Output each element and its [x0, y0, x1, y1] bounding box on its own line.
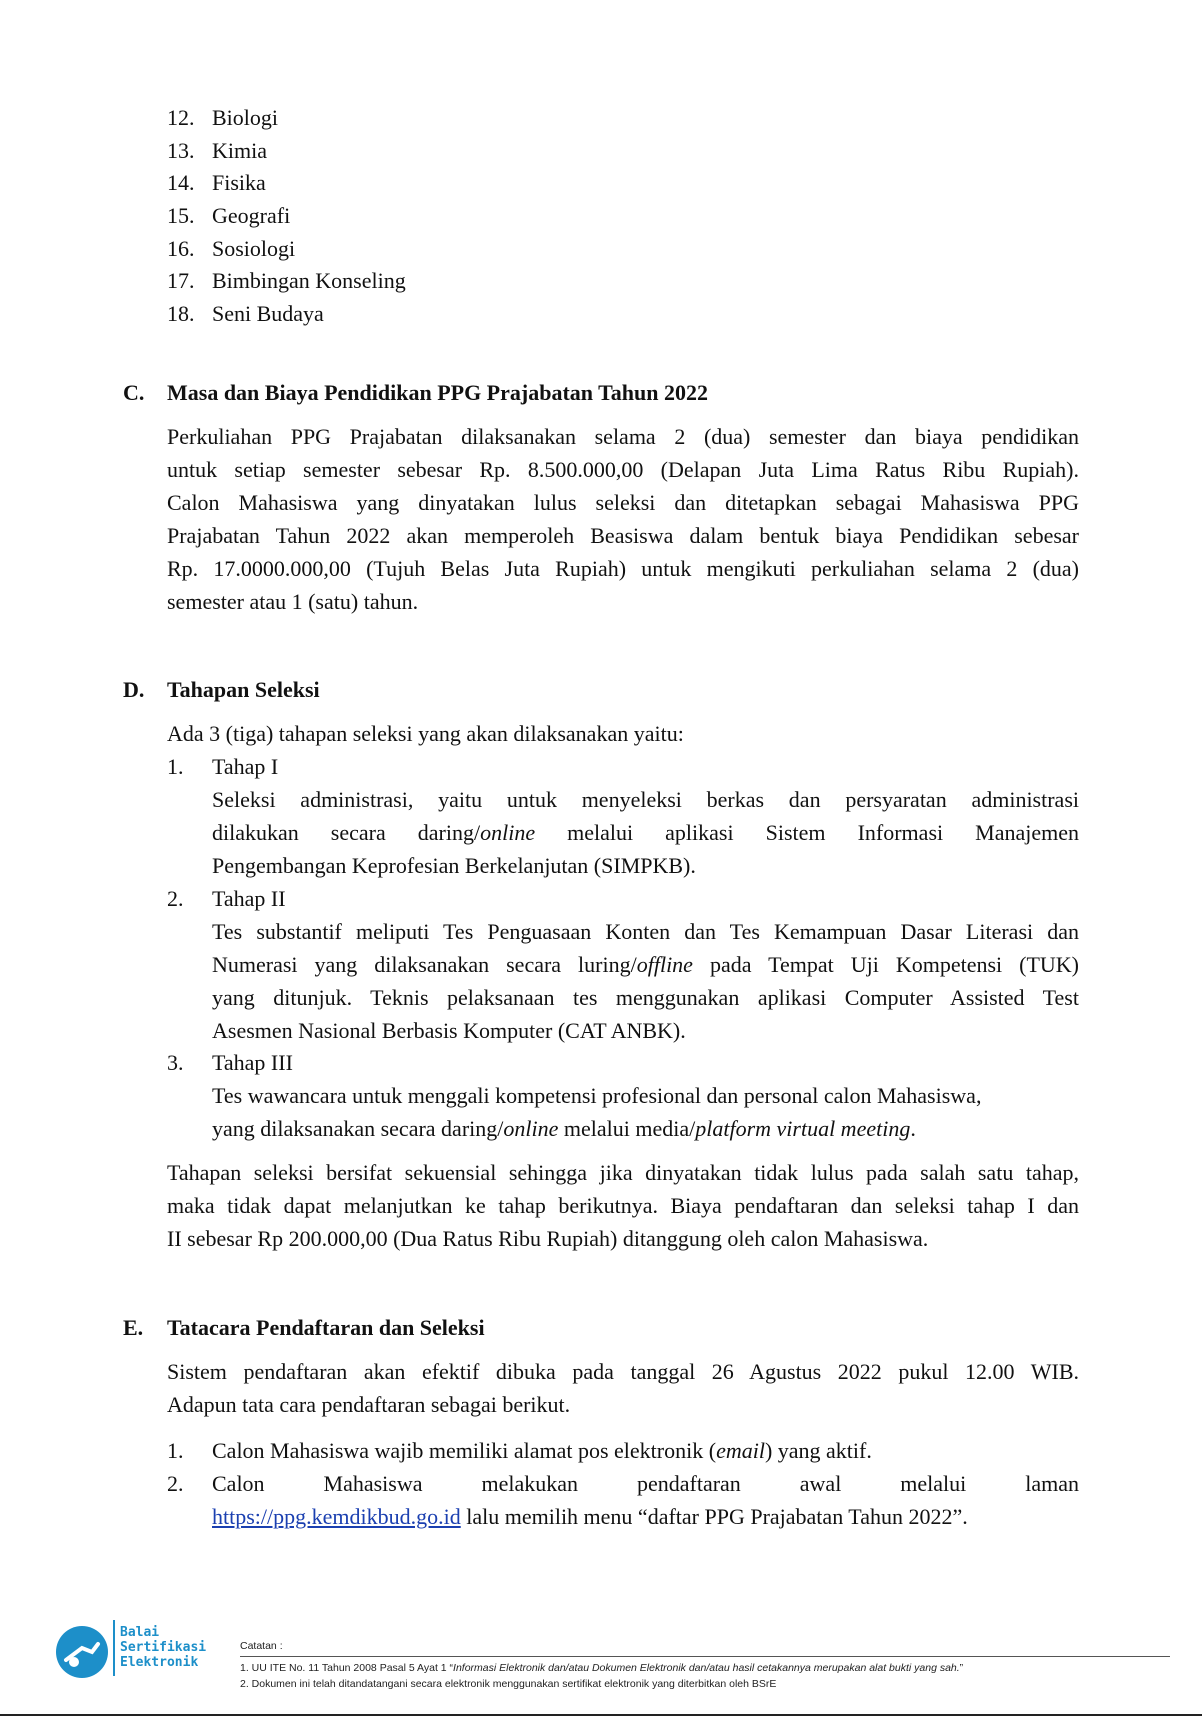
list-number: 2. [167, 1471, 184, 1496]
page-bottom-rule [0, 1714, 1202, 1716]
paragraph-line: Asesmen Nasional Berbasis Komputer (CAT ANBK). [212, 1018, 686, 1043]
logo-text: Balai [120, 1625, 160, 1640]
stage-title: Tahap III [212, 1050, 293, 1075]
bsre-logo-icon [52, 1622, 112, 1682]
registration-link[interactable]: https://ppg.kemdikbud.go.id [212, 1504, 461, 1529]
paragraph-line: Tes wawancara untuk menggali kompetensi profesional dan personal calon Mahasiswa, [212, 1083, 982, 1108]
paragraph-line: Adapun tata cara pendaftaran sebagai berikut. [167, 1392, 571, 1417]
section-c-title: Masa dan Biaya Pendidikan PPG Prajabatan Tahun 2022 [167, 380, 708, 405]
paragraph-line: Calon Mahasiswa melakukan pendaftaran awal melalui laman [212, 1471, 1079, 1496]
footer-note-title: Catatan : [240, 1640, 283, 1652]
logo-divider [113, 1620, 115, 1676]
list-number: 14. [167, 170, 195, 195]
list-item: Sosiologi [212, 236, 296, 261]
stage-number: 2. [167, 886, 184, 911]
section-d-title: Tahapan Seleksi [167, 677, 320, 702]
section-d-letter: D. [123, 677, 145, 702]
section-e-letter: E. [123, 1315, 144, 1340]
list-number: 18. [167, 301, 195, 326]
list-item: Fisika [212, 170, 266, 195]
logo-text: Elektronik [120, 1655, 199, 1670]
paragraph-line [212, 1112, 1079, 1145]
footer-note-1 [240, 1662, 963, 1674]
list-number: 13. [167, 138, 195, 163]
list-number: 1. [167, 1438, 184, 1463]
stage-number: 1. [167, 754, 184, 779]
footer-divider [240, 1656, 1170, 1657]
line-text: Numerasi yang dilaksanakan secara luring/offline pada Tempat Uji Kompetensi (TUK) [212, 952, 1080, 977]
stage-1-description [212, 783, 1079, 882]
note-text: ” [959, 1662, 964, 1674]
paragraph-line: untuk setiap semester sebesar Rp. 8.500.000,00 (Delapan Juta Lima Ratus Ribu Rupiah). [167, 457, 1079, 482]
list-item: Kimia [212, 138, 267, 163]
registration-step-1 [212, 1434, 872, 1467]
line-text [212, 1504, 968, 1529]
stage-title: Tahap II [212, 886, 286, 911]
stage-title: Tahap I [212, 754, 279, 779]
paragraph-line [212, 948, 1079, 981]
list-item: Bimbingan Konseling [212, 268, 406, 293]
list-number: 17. [167, 268, 195, 293]
registration-step-2 [212, 1467, 1079, 1533]
footer-note-2: 2. Dokumen ini telah ditandatangani secara elektronik menggunakan sertifikat elektronik yang diterbitkan oleh BSrE [240, 1678, 777, 1690]
section-d-intro: Ada 3 (tiga) tahapan seleksi yang akan dilaksanakan yaitu: [167, 721, 684, 746]
list-number: 15. [167, 203, 195, 228]
stage-number: 3. [167, 1050, 184, 1075]
list-item: Geografi [212, 203, 291, 228]
paragraph-line: Sistem pendaftaran akan efektif dibuka pada tanggal 26 Agustus 2022 pukul 12.00 WIB. [167, 1359, 1079, 1384]
note-italic: Informasi Elektronik dan/atau Dokumen Elektronik dan/atau hasil cetakannya merupakan alat bukti yang sah. [453, 1662, 960, 1674]
paragraph-line: II sebesar Rp 200.000,00 (Dua Ratus Ribu Rupiah) ditanggung oleh calon Mahasiswa. [167, 1226, 929, 1251]
line-text: yang dilaksanakan secara daring/online melalui media/platform virtual meeting. [212, 1116, 916, 1141]
step-text: lalu memilih menu “daftar PPG Prajabatan Tahun 2022”. [460, 1504, 968, 1529]
list-item: Seni Budaya [212, 301, 324, 326]
paragraph-line: Pengembangan Keprofesian Berkelanjutan (SIMPKB). [212, 853, 696, 878]
paragraph-line: Tahapan seleksi bersifat sekuensial sehingga jika dinyatakan tidak lulus pada salah satu tahap, [167, 1160, 1079, 1185]
list-item: Biologi [212, 105, 279, 130]
paragraph-line [212, 1500, 1079, 1533]
line-text: dilakukan secara daring/online melalui aplikasi Sistem Informasi Manajemen [212, 820, 1080, 845]
paragraph-line: maka tidak dapat melanjutkan ke tahap berikutnya. Biaya pendaftaran dan seleksi tahap I dan [167, 1193, 1079, 1218]
paragraph-line: Tes substantif meliputi Tes Penguasaan Konten dan Tes Kemampuan Dasar Literasi dan [212, 919, 1079, 944]
list-number: 12. [167, 105, 195, 130]
section-e-intro [167, 1355, 1079, 1421]
section-e-title: Tatacara Pendaftaran dan Seleksi [167, 1315, 485, 1340]
stage-2-description [212, 915, 1079, 1047]
paragraph-line: Perkuliahan PPG Prajabatan dilaksanakan selama 2 (dua) semester dan biaya pendidikan [167, 424, 1079, 449]
step-text: Calon Mahasiswa wajib memiliki alamat pos elektronik ( [212, 1438, 717, 1463]
paragraph-line: Seleksi administrasi, yaitu untuk menyeleksi berkas dan persyaratan administrasi [212, 787, 1079, 812]
logo-text: Sertifikasi [120, 1640, 207, 1655]
paragraph-line: yang ditunjuk. Teknis pelaksanaan tes menggunakan aplikasi Computer Assisted Test [212, 985, 1079, 1010]
section-c-paragraph [167, 420, 1079, 618]
section-c-letter: C. [123, 380, 145, 405]
paragraph-line: Prajabatan Tahun 2022 akan memperoleh Beasiswa dalam bentuk biaya Pendidikan sebesar [167, 523, 1079, 548]
paragraph-line [212, 816, 1079, 849]
note-text: 1. UU ITE No. 11 Tahun 2008 Pasal 5 Ayat 1 “ [240, 1662, 454, 1674]
section-d-closing [167, 1156, 1079, 1255]
step-italic: email [716, 1438, 765, 1463]
stage-3-description [212, 1079, 1079, 1145]
step-text: ) yang aktif. [764, 1438, 872, 1463]
paragraph-line: Calon Mahasiswa yang dinyatakan lulus seleksi dan ditetapkan sebagai Mahasiswa PPG [167, 490, 1079, 515]
paragraph-line: Rp. 17.0000.000,00 (Tujuh Belas Juta Rupiah) untuk mengikuti perkuliahan selama 2 (dua) [167, 556, 1079, 581]
paragraph-line: semester atau 1 (satu) tahun. [167, 589, 419, 614]
list-number: 16. [167, 236, 195, 261]
